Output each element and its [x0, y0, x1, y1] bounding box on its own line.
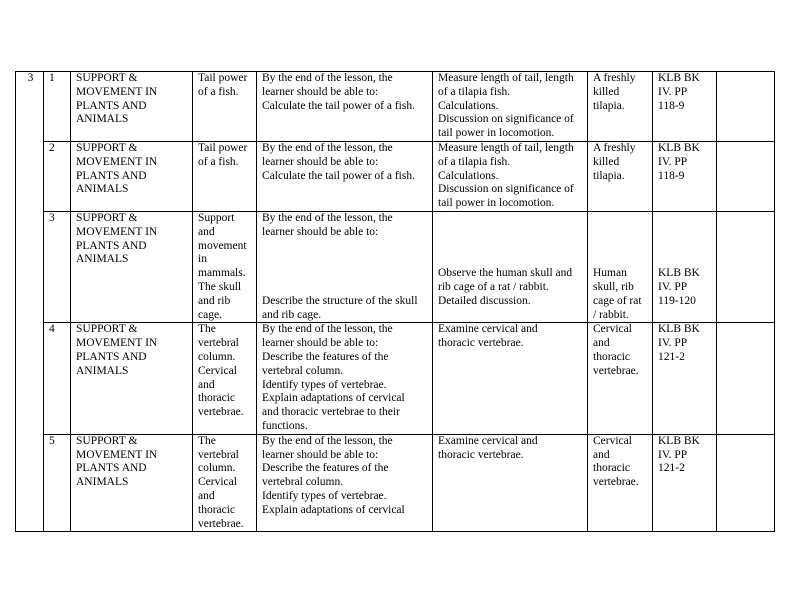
- cell-line: learner should be able to:: [262, 337, 379, 350]
- activities-cell: [433, 211, 588, 322]
- cell-line: Tail power: [198, 141, 248, 154]
- cell-line: MOVEMENT IN: [76, 448, 158, 461]
- cell-line: tail power in locomotion.: [438, 127, 555, 140]
- cell-line: SUPPORT &: [76, 141, 138, 154]
- spacer: [593, 253, 649, 267]
- cell-line: and rib: [198, 294, 231, 307]
- cell-line: Calculate the tail power of a fish.: [262, 99, 415, 112]
- topic-cell: [71, 141, 193, 211]
- spacer: [593, 212, 649, 226]
- subtopic-cell: [193, 434, 257, 532]
- cell-line: ANIMALS: [76, 183, 129, 196]
- cell-line: rib cage of a rat / rabbit.: [438, 280, 549, 293]
- spacer: [262, 281, 429, 295]
- cell-line: SUPPORT &: [76, 72, 138, 84]
- table-row: [16, 211, 775, 322]
- cell-line: and: [198, 378, 215, 391]
- cell-line: MOVEMENT IN: [76, 337, 158, 350]
- spacer: [262, 267, 429, 281]
- spacer: [438, 240, 584, 254]
- subtopic-cell: [193, 141, 257, 211]
- cell-line: Observe the human skull and: [438, 267, 573, 280]
- cell-line: IV. PP: [658, 337, 688, 350]
- references-cell: [653, 72, 717, 142]
- cell-line: SUPPORT &: [76, 211, 138, 224]
- cell-line: ANIMALS: [76, 253, 129, 266]
- cell-line: skull, rib: [593, 280, 634, 293]
- subtopic-cell: [193, 323, 257, 434]
- cell-line: learner should be able to:: [262, 448, 379, 461]
- cell-line: Calculations.: [438, 169, 499, 182]
- spacer: [658, 212, 713, 226]
- cell-line: By the end of the lesson, the: [262, 141, 393, 154]
- cell-line: MOVEMENT IN: [76, 155, 158, 168]
- cell-line: tail power in locomotion.: [438, 197, 555, 210]
- cell-line: 121-2: [658, 350, 685, 363]
- cell-line: movement: [198, 239, 247, 252]
- table-row: [16, 72, 775, 142]
- cell-line: column.: [198, 462, 236, 475]
- cell-line: thoracic vertebrae.: [438, 448, 524, 461]
- activities-cell: [433, 141, 588, 211]
- cell-line: vertebral: [198, 337, 239, 350]
- spacer: [658, 253, 713, 267]
- cell-line: Cervical: [198, 364, 237, 377]
- objectives-cell: [257, 72, 433, 142]
- cell-line: KLB BK: [658, 72, 700, 84]
- cell-line: Explain adaptations of cervical: [262, 503, 405, 516]
- cell-line: The: [198, 323, 216, 336]
- cell-line: thoracic: [198, 392, 236, 405]
- cell-line: ANIMALS: [76, 476, 129, 489]
- lesson-number-cell: 3: [44, 211, 71, 322]
- cell-line: A freshly: [593, 141, 636, 154]
- cell-line: of a fish.: [198, 155, 239, 168]
- activities-cell: [433, 434, 588, 532]
- cell-line: and: [593, 448, 610, 461]
- cell-line: KLB BK: [658, 267, 700, 280]
- spacer: [658, 240, 713, 254]
- cell-line: SUPPORT &: [76, 434, 138, 447]
- cell-line: KLB BK: [658, 434, 700, 447]
- cell-line: thoracic: [593, 350, 631, 363]
- topic-cell: [71, 323, 193, 434]
- cell-line: Measure length of tail, length: [438, 141, 574, 154]
- cell-line: KLB BK: [658, 141, 700, 154]
- spacer: [262, 240, 429, 254]
- cell-line: and: [593, 337, 610, 350]
- cell-line: Describe the structure of the skull: [262, 294, 418, 307]
- cell-line: vertebrae.: [198, 406, 244, 419]
- cell-line: PLANTS AND: [76, 350, 147, 363]
- cell-line: By the end of the lesson, the: [262, 211, 393, 224]
- cell-line: 121-2: [658, 462, 685, 475]
- cell-line: PLANTS AND: [76, 462, 147, 475]
- spacer: [262, 253, 429, 267]
- cell-line: killed: [593, 155, 620, 168]
- cell-line: column.: [198, 350, 236, 363]
- remarks-cell: [717, 72, 775, 142]
- cell-line: IV. PP: [658, 280, 688, 293]
- objectives-cell: [257, 434, 433, 532]
- cell-line: Describe the features of the: [262, 350, 389, 363]
- lesson-number-cell: 4: [44, 323, 71, 434]
- cell-line: killed: [593, 85, 620, 98]
- topic-cell: [71, 211, 193, 322]
- cell-line: and thoracic vertebrae to their: [262, 406, 400, 419]
- lesson-number-cell: 5: [44, 434, 71, 532]
- spacer: [438, 212, 584, 226]
- cell-line: Identify types of vertebrae.: [262, 489, 387, 502]
- cell-line: ANIMALS: [76, 113, 129, 126]
- cell-line: IV. PP: [658, 85, 688, 98]
- cell-line: Human: [593, 267, 627, 280]
- objectives-cell: [257, 323, 433, 434]
- table-row: [16, 141, 775, 211]
- references-cell: [653, 211, 717, 322]
- cell-line: Measure length of tail, length: [438, 72, 574, 84]
- topic-cell: [71, 72, 193, 142]
- cell-line: KLB BK: [658, 323, 700, 336]
- cell-line: By the end of the lesson, the: [262, 323, 393, 336]
- cell-line: of a tilapia fish.: [438, 85, 511, 98]
- cell-line: Discussion on significance of: [438, 113, 574, 126]
- resources-cell: [588, 323, 653, 434]
- references-cell: [653, 141, 717, 211]
- cell-line: cage.: [198, 308, 222, 321]
- cell-line: MOVEMENT IN: [76, 85, 158, 98]
- cell-line: The skull: [198, 280, 242, 293]
- cell-line: A freshly: [593, 72, 636, 84]
- cell-line: By the end of the lesson, the: [262, 434, 393, 447]
- cell-line: thoracic vertebrae.: [438, 337, 524, 350]
- cell-line: Tail power: [198, 72, 248, 84]
- activities-cell: [433, 323, 588, 434]
- objectives-cell: [257, 211, 433, 322]
- cell-line: Explain adaptations of cervical: [262, 392, 405, 405]
- spacer: [438, 253, 584, 267]
- remarks-cell: [717, 211, 775, 322]
- cell-line: of a fish.: [198, 85, 239, 98]
- table-row: [16, 434, 775, 532]
- cell-line: IV. PP: [658, 448, 688, 461]
- resources-cell: [588, 72, 653, 142]
- cell-line: PLANTS AND: [76, 239, 147, 252]
- cell-line: vertebral: [198, 448, 239, 461]
- cell-line: in: [198, 253, 207, 266]
- cell-line: The: [198, 434, 216, 447]
- cell-line: learner should be able to:: [262, 85, 379, 98]
- lesson-number-cell: 2: [44, 141, 71, 211]
- cell-line: Support: [198, 211, 235, 224]
- cell-line: thoracic: [593, 462, 631, 475]
- cell-line: Describe the features of the: [262, 462, 389, 475]
- cell-line: Cervical: [198, 476, 237, 489]
- cell-line: vertebrae.: [198, 517, 244, 530]
- lesson-number-cell: 1: [44, 72, 71, 142]
- cell-line: learner should be able to:: [262, 225, 379, 238]
- cell-line: vertebrae.: [593, 364, 639, 377]
- cell-line: PLANTS AND: [76, 169, 147, 182]
- cell-line: tilapia.: [593, 169, 625, 182]
- cell-line: Cervical: [593, 323, 632, 336]
- cell-line: SUPPORT &: [76, 323, 138, 336]
- cell-line: functions.: [262, 419, 308, 432]
- cell-line: thoracic: [198, 503, 236, 516]
- cell-line: Discussion on significance of: [438, 183, 574, 196]
- activities-cell: [433, 72, 588, 142]
- cell-line: 118-9: [658, 99, 685, 112]
- scheme-of-work-table: [15, 71, 775, 532]
- cell-line: ANIMALS: [76, 364, 129, 377]
- week-number-cell: 3: [16, 72, 44, 532]
- cell-line: vertebrae.: [593, 476, 639, 489]
- cell-line: Examine cervical and: [438, 323, 538, 336]
- cell-line: / rabbit.: [593, 308, 629, 321]
- cell-line: IV. PP: [658, 155, 688, 168]
- spacer: [438, 226, 584, 240]
- references-cell: [653, 434, 717, 532]
- cell-line: mammals.: [198, 267, 246, 280]
- cell-line: 119-120: [658, 294, 696, 307]
- resources-cell: [588, 434, 653, 532]
- cell-line: Calculate the tail power of a fish.: [262, 169, 415, 182]
- cell-line: Calculations.: [438, 99, 499, 112]
- remarks-cell: [717, 434, 775, 532]
- table-row: [16, 323, 775, 434]
- cell-line: 118-9: [658, 169, 685, 182]
- cell-line: tilapia.: [593, 99, 625, 112]
- remarks-cell: [717, 141, 775, 211]
- cell-line: and: [198, 489, 215, 502]
- remarks-cell: [717, 323, 775, 434]
- cell-line: cage of rat: [593, 294, 642, 307]
- topic-cell: [71, 434, 193, 532]
- cell-line: Identify types of vertebrae.: [262, 378, 387, 391]
- cell-line: Cervical: [593, 434, 632, 447]
- cell-line: Examine cervical and: [438, 434, 538, 447]
- cell-line: vertebral column.: [262, 364, 344, 377]
- cell-line: PLANTS AND: [76, 99, 147, 112]
- resources-cell: [588, 141, 653, 211]
- cell-line: By the end of the lesson, the: [262, 72, 393, 84]
- spacer: [593, 240, 649, 254]
- references-cell: [653, 323, 717, 434]
- spacer: [593, 226, 649, 240]
- subtopic-cell: [193, 211, 257, 322]
- cell-line: of a tilapia fish.: [438, 155, 511, 168]
- subtopic-cell: [193, 72, 257, 142]
- cell-line: Detailed discussion.: [438, 294, 531, 307]
- objectives-cell: [257, 141, 433, 211]
- cell-line: and: [198, 225, 215, 238]
- cell-line: and rib cage.: [262, 308, 322, 321]
- cell-line: MOVEMENT IN: [76, 225, 158, 238]
- spacer: [658, 226, 713, 240]
- resources-cell: [588, 211, 653, 322]
- cell-line: vertebral column.: [262, 476, 344, 489]
- cell-line: learner should be able to:: [262, 155, 379, 168]
